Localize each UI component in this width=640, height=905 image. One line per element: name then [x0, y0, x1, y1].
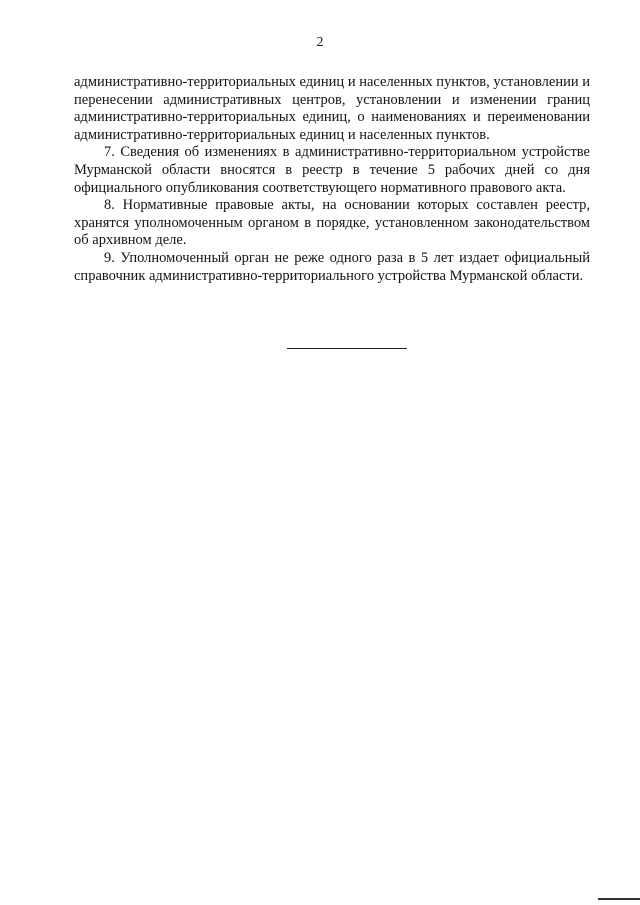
paragraph-7: 7. Сведения об изменениях в административно-территориальном устройстве Мурманской области вносятся в реестр в течение 5 рабочих дней со дня официального опубликования соответствующего нормативного правового акта.: [74, 144, 590, 196]
document-body: [74, 74, 590, 285]
scan-edge-mark: [598, 898, 640, 900]
end-separator-line: [287, 348, 407, 349]
paragraph-8: 8. Нормативные правовые акты, на основании которых составлен реестр, хранятся уполномоченным органом в порядке, установленном законодательством об архивном деле.: [74, 197, 590, 249]
paragraph-9: 9. Уполномоченный орган не реже одного раза в 5 лет издает официальный справочник административно-территориального устройства Мурманской области.: [74, 249, 590, 284]
paragraph-continuation: административно-территориальных единиц и населенных пунктов, установлении и перенесении административных центров, установлении и изменении границ административно-территориальных единиц, о наименованиях и переименовании административно-территориальных единиц и населенных пунктов.: [74, 74, 591, 143]
page-number: 2: [316, 35, 324, 50]
